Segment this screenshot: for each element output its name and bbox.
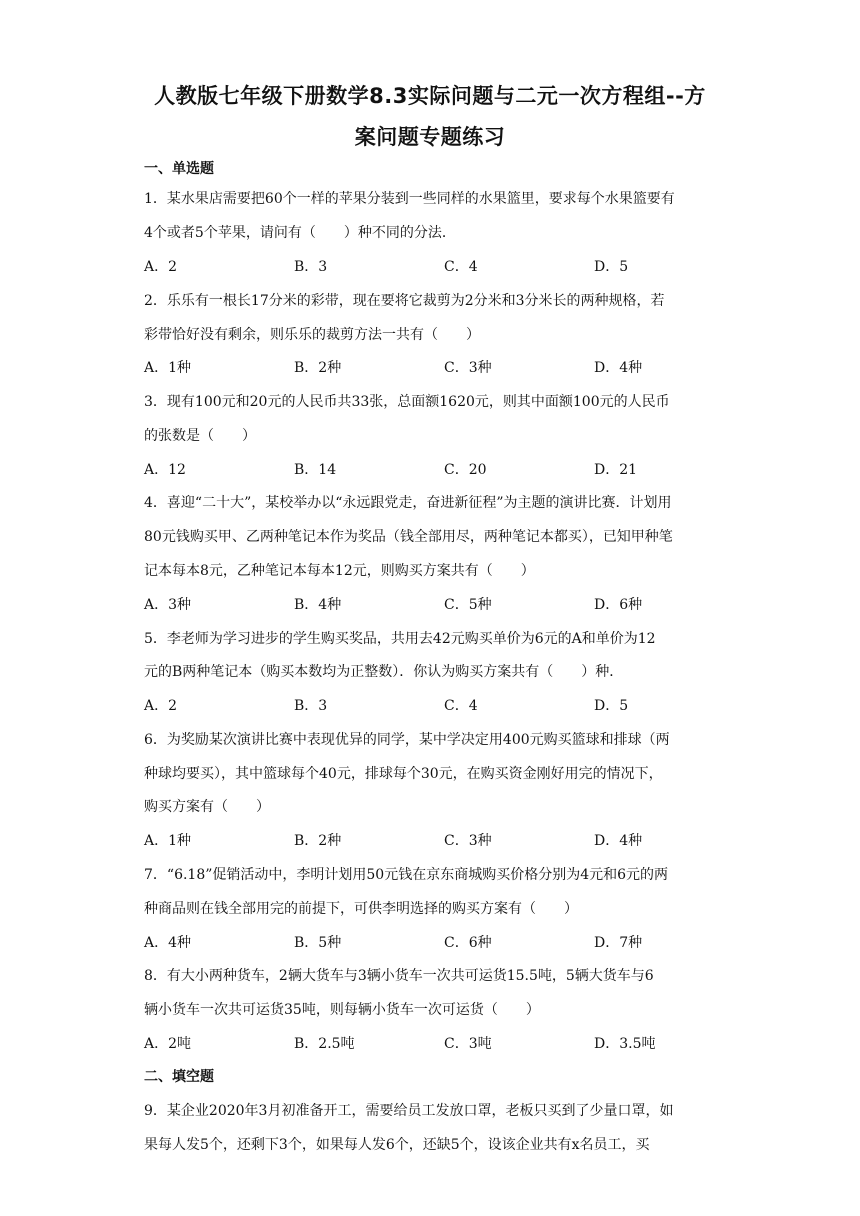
section-heading-fill-in: 二、填空题 [144,1069,214,1085]
question-1-option-a: A．2 [144,259,178,275]
question-3-option-d: D．21 [594,462,638,478]
question-8-option-b: B．2.5吨 [294,1036,355,1052]
question-4-option-b: B．4种 [294,597,342,613]
question-1-option-d: D．5 [594,259,629,275]
question-6-option-c: C．3种 [444,833,492,849]
question-2-option-a: A．1种 [144,360,192,376]
question-2-option-c: C．3种 [444,360,492,376]
question-5-option-c: C．4 [444,698,478,714]
question-7-option-a: A．4种 [144,935,192,951]
question-3-option-b: B．14 [294,462,337,478]
question-3-option-a: A．12 [144,462,186,478]
question-1-option-c: C．4 [444,259,478,275]
question-5-line-2: 元的B两种笔记本（购买本数均为正整数）．你认为购买方案共有（ ）种． [144,664,624,680]
question-3-line-2: 的张数是（ ） [144,428,256,444]
section-heading-single-choice: 一、单选题 [144,161,214,177]
question-4-option-d: D．6种 [594,597,643,613]
question-4-line-3: 记本每本8元，乙种笔记本每本12元，则购买方案共有（ ） [144,563,535,579]
question-9-line-1: 9．某企业2020年3月初准备开工，需要给员工发放口罩，老板只买到了少量口罩，如 [144,1103,674,1119]
question-6-line-1: 6．为奖励某次演讲比赛中表现优异的同学，某中学决定用400元购买篮球和排球（两 [144,732,670,748]
document-title-line-1: 人教版七年级下册数学8.3实际问题与二元一次方程组--方 [154,84,706,108]
question-6-line-2: 种球均要买），其中篮球每个40元，排球每个30元，在购买资金刚好用完的情况下， [144,766,663,782]
question-4-line-2: 80元钱购买甲、乙两种笔记本作为奖品（钱全部用尽，两种笔记本都买），已知甲种笔 [144,529,673,545]
question-7-option-c: C．6种 [444,935,492,951]
question-6-line-3: 购买方案有（ ） [144,799,270,815]
question-8-option-a: A．2吨 [144,1036,192,1052]
question-4-line-1: 4．喜迎“二十大”，某校举办以“永远跟党走，奋进新征程”为主题的演讲比赛．计划用 [144,495,672,511]
document-title-line-2: 案问题专题练习 [354,125,506,149]
question-1-line-1: 1．某水果店需要把60个一样的苹果分装到一些同样的水果篮里，要求每个水果篮要有 [144,191,675,207]
question-8-option-c: C．3吨 [444,1036,492,1052]
question-6-option-d: D．4种 [594,833,643,849]
question-1-option-b: B．3 [294,259,328,275]
question-5-line-1: 5．李老师为学习进步的学生购买奖品，共用去42元购买单价为6元的A和单价为12 [144,631,656,647]
question-2-line-1: 2．乐乐有一根长17分米的彩带，现在要将它裁剪为2分米和3分米长的两种规格，若 [144,293,665,309]
question-7-option-b: B．5种 [294,935,342,951]
question-6-option-a: A．1种 [144,833,192,849]
question-6-option-b: B．2种 [294,833,342,849]
question-5-option-d: D．5 [594,698,629,714]
question-7-line-1: 7．“6.18”促销活动中，李明计划用50元钱在京东商城购买价格分别为4元和6元的两 [144,867,669,883]
question-5-option-b: B．3 [294,698,328,714]
question-1-line-2: 4个或者5个苹果，请问有（ ）种不同的分法． [144,225,456,241]
question-2-option-b: B．2种 [294,360,342,376]
question-8-line-2: 辆小货车一次共可运货35吨，则每辆小货车一次可运货（ ） [144,1002,540,1018]
question-7-line-2: 种商品则在钱全部用完的前提下，可供李明选择的购买方案有（ ） [144,901,578,917]
question-4-option-c: C．5种 [444,597,492,613]
question-5-option-a: A．2 [144,698,178,714]
question-2-option-d: D．4种 [594,360,643,376]
question-8-option-d: D．3.5吨 [594,1036,656,1052]
question-2-line-2: 彩带恰好没有剩余，则乐乐的裁剪方法一共有（ ） [144,327,480,343]
question-4-option-a: A．3种 [144,597,192,613]
question-3-line-1: 3．现有100元和20元的人民币共33张，总面额1620元，则其中面额100元的人民币 [144,394,670,410]
question-3-option-c: C．20 [444,462,487,478]
question-8-line-1: 8．有大小两种货车，2辆大货车与3辆小货车一次共可运货15.5吨，5辆大货车与6 [144,968,654,984]
question-7-option-d: D．7种 [594,935,643,951]
question-9-line-2: 果每人发5个，还剩下3个，如果每人发6个，还缺5个，设该企业共有x名员工，买 [144,1137,650,1153]
